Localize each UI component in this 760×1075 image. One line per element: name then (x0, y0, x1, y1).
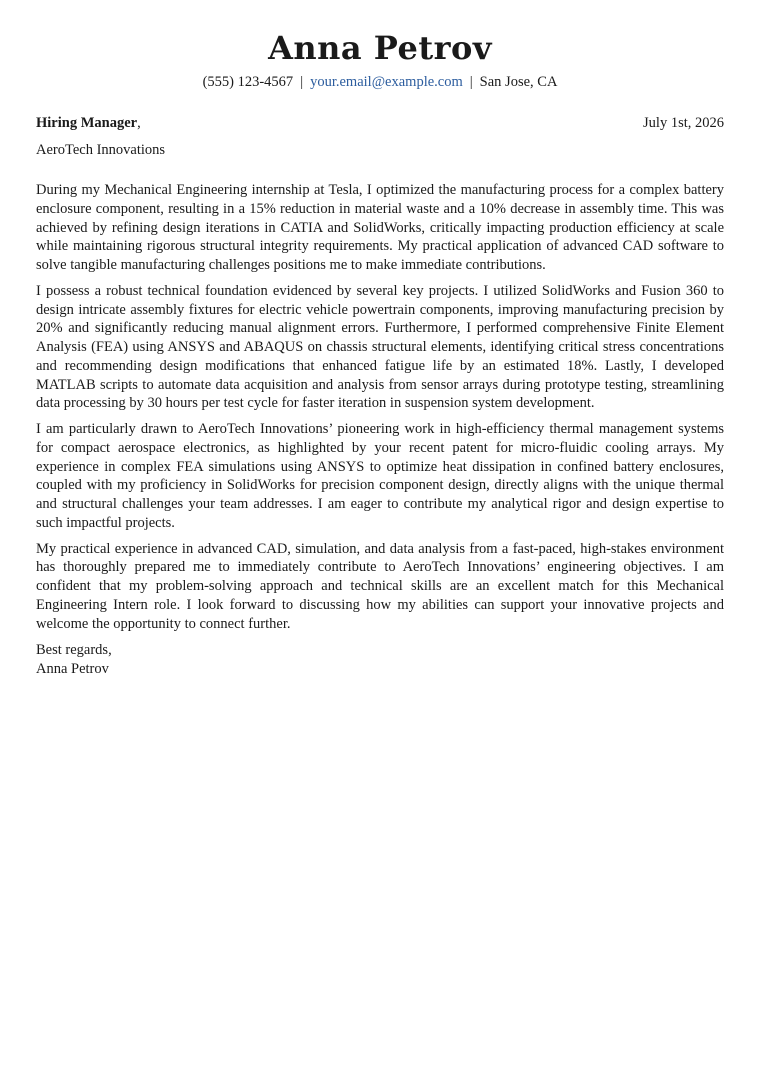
letter-date: July 1st, 2026 (643, 115, 724, 131)
contact-line (36, 73, 724, 91)
location: San Jose, CA (479, 74, 558, 90)
body-paragraph: I possess a robust technical foundation evidenced by several key projects. I utilized SolidWorks and Fusion 360 to design intricate assembly fixtures for electric vehicle powertrain components, improving manufacturing precision by 20% and significantly reducing manual alignment errors. Furthermore, I performed comprehensive Finite Element Analysis (FEA) using ANSYS and ABAQUS on chassis structural elements, identifying critical stress concentrations and recommending design modifications that enhanced fatigue life by an estimated 18%. Lastly, I developed MATLAB scripts to automate data acquisition and analysis from sensor arrays during prototype testing, streamlining data processing by 30 hours per test cycle for faster iteration in suspension system development. (36, 282, 724, 412)
applicant-name: Anna Petrov (268, 29, 492, 67)
cover-letter-page (36, 28, 724, 679)
greeting (36, 114, 141, 132)
recipient: Hiring Manager (36, 115, 138, 131)
letter-body (36, 181, 724, 633)
contact-separator: | (300, 74, 304, 90)
company-name: AeroTech Innovations (36, 142, 166, 158)
signature: Anna Petrov (36, 661, 109, 677)
phone-number: (555) 123-4567 (202, 74, 294, 90)
recipient-comma: , (137, 115, 141, 131)
closing-block (36, 641, 724, 679)
email-link[interactable]: your.email@example.com (310, 74, 463, 90)
closing-phrase: Best regards, (36, 642, 112, 659)
body-paragraph: I am particularly drawn to AeroTech Innovations’ pioneering work in high-efficiency thermal management systems for compact aerospace electronics, as highlighted by your recent patent for micro-fluidic cooling arrays. My experience in complex FEA simulations using ANSYS to optimize heat dissipation in confined battery enclosures, coupled with my proficiency in SolidWorks for precision component design, directly aligns with the unique thermal and structural challenges your team addresses. I am eager to contribute my analytical rigor and design expertise to such impactful projects. (36, 421, 724, 531)
body-paragraph: During my Mechanical Engineering internship at Tesla, I optimized the manufacturing process for a complex battery enclosure component, resulting in a 15% reduction in material waste and a 10% decrease in assembly time. This was achieved by refining design iterations in CATIA and SolidWorks, critically impacting production efficiency at scale while maintaining rigorous structural integrity requirements. My practical application of advanced CAD software to solve tangible manufacturing challenges positions me to make immediate contributions. (36, 182, 724, 273)
greeting-row (36, 114, 724, 132)
contact-separator: | (469, 74, 473, 90)
body-paragraph: My practical experience in advanced CAD, simulation, and data analysis from a fast-paced, high-stakes environment has thoroughly prepared me to immediately contribute to AeroTech Innovations’ engineering objectives. I am confident that my problem-solving approach and technical skills are an excellent match for this Mechanical Engineering Intern role. I look forward to discussing how my abilities can support your innovative projects and welcome the opportunity to connect further. (36, 540, 724, 632)
